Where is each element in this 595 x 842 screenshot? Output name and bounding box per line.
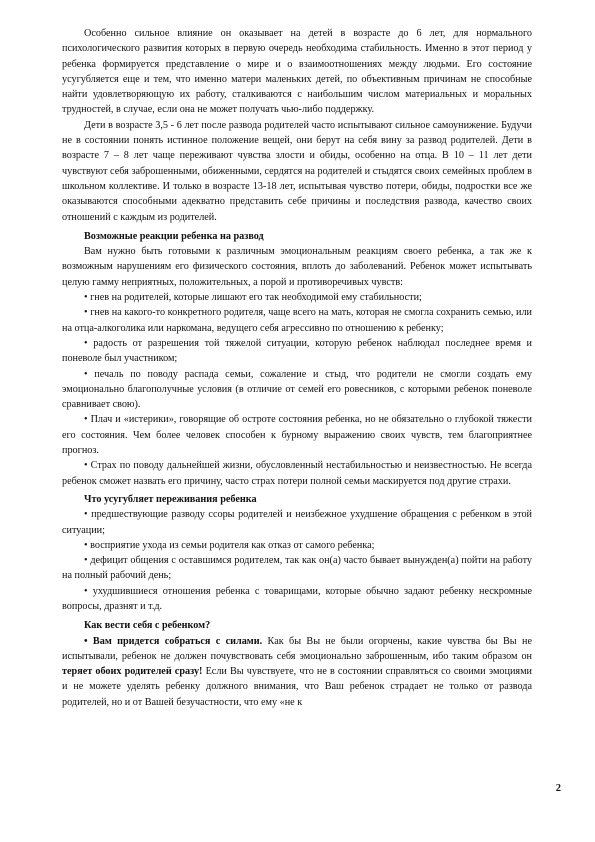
list-item: • радость от разрешения той тяжелой ситуации, которую ребенок наблюдал последнее время и поневоле был участником; [62, 337, 532, 365]
list-item: • дефицит общения с оставшимся родителем, так как он(а) часто бывает вынужден(а) пойти на работу на полный рабочий день; [62, 555, 532, 582]
list-item: • восприятие ухода из семьи родителя как отказ от самого ребенка; [84, 539, 375, 551]
list-item: • Страх по поводу дальнейшей жизни, обусловленный нестабильностью и неизвестностью. Не всегда ребенок сможет назвать его причину, часто страх потери полной семьи маскируется под другие страхи. [62, 460, 532, 487]
page-body [62, 26, 532, 710]
section-heading: Как вести себя с ребенком? [84, 620, 211, 632]
paragraph-text: Как бы Вы не были огорчены, какие чувства бы Вы не испытывали, ребенок не должен почувствовать себя эмоционально заброшенным, ибо таким образом он [62, 635, 532, 662]
section-heading: Что усугубляет переживания ребенка [84, 493, 257, 505]
list-item: • гнев на какого-то конкретного родителя, чаще всего на мать, которая не смогла сохранить семью, или на отца-алкоголика или наркомана, ведущего себя агрессивно по отношению к ребенку; [62, 307, 532, 334]
paragraph: Вам нужно быть готовыми к различным эмоциональным реакциям своего ребенка, а так же к возможным нарушениям его физического состояния, вплоть до заболеваний. Ребенок может испытывать целую гамму неприятных, положительных, а порой и противоречивых чувств: [62, 246, 532, 288]
section-heading: Возможные реакции ребенка на развод [84, 230, 264, 242]
bold-lead: • Вам придется собраться с силами. [84, 635, 263, 647]
page-number: 2 [555, 783, 561, 794]
bold-emphasis: теряет обоих родителей сразу! [62, 666, 203, 678]
list-item: • ухудшившиеся отношения ребенка с товарищами, которые обычно задают ребенку нескромные вопросы, дразнят и т.д. [62, 585, 532, 612]
list-item: • предшествующие разводу ссоры родителей и неизбежное ухудшение обращения с ребенком в этой ситуации; [62, 509, 532, 536]
list-item: • гнев на родителей, которые лишают его так необходимой ему стабильности; [84, 292, 422, 304]
paragraph: Особенно сильное влияние он оказывает на детей в возрасте до 6 лет, для нормального психологического развития которых в первую очередь необходима стабильность. Именно в этот период у ребенка формируется представление о мире и о взаимоотношениях между людьми. Его состояние усугубляется еще и тем, что именно матери маленьких детей, по объективным причинам не способные найти удовлетворяющую их работу, сталкиваются с наибольшим числом материальных и моральных трудностей, в случае, если она не может получать чью-либо поддержку. [62, 28, 532, 116]
paragraph [62, 634, 532, 710]
list-item: • печаль по поводу распада семьи, сожаление и стыд, что родители не смогли создать ему эмоционально благополучные условия (в отличие от семей его ровесников, с которыми ребенок поневоле сравнивает свою). [62, 368, 532, 411]
paragraph-text: Если Вы чувствуете, что не в состоянии справляться со своими эмоциями и не можете уделять ребенку должного внимания, что Ваш ребенок страдает не только от развода родителей, но и от Вашей безучастности, что ему «не к [62, 666, 533, 708]
paragraph: Дети в возрасте 3,5 - 6 лет после развода родителей часто испытывают сильное самоунижение. Будучи не в состоянии понять истинное положение вещей, они берут на себя вину за развод родителей. Дети в возрасте 7 – 8 лет чаще переживают чувства злости и обиды, особенно на отца. В 10 – 11 лет дети чувствуют себя заброшенными, обиженными, сердятся на родителей и стыдятся своих семейных проблем в школьном коллективе. И только в возрасте 13-18 лет, испытывая чувство потери, обиды, подростки все же оказываются способными адекватно представить себе причины и последствия развода, качество своих отношений с каждым из родителей. [62, 119, 532, 223]
list-item: • Плач и «истерики», говорящие об остроте состояния ребенка, но не обязательно о глубокой тяжести его состояния. Чем более человек способен к бурному выражению своих чувств, тем благоприятнее прогноз. [62, 414, 532, 457]
